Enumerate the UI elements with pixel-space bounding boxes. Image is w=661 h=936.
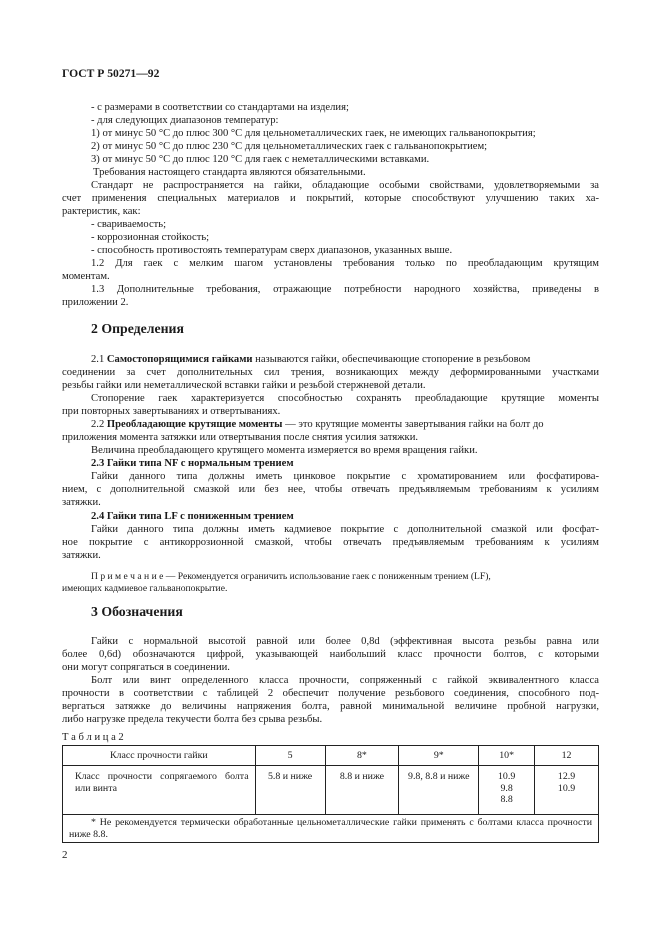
text-line: 2) от минус 50 °С до плюс 230 °С для цельнометаллических гаек с гальванопокрытием; <box>91 141 488 152</box>
table-cell: 5.8 и ниже <box>255 766 325 815</box>
text-line: прочности в соответствии с таблицей 2 обеспечит получение резьбового соединения, способного под- <box>62 688 599 699</box>
text-line: 1.2 Для гаек с мелким шагом установлены требования только по преобладающим крутящим <box>91 258 599 269</box>
text-line: при повторных завертываниях и отвертываниях. <box>62 406 281 417</box>
table-header-cell: 5 <box>255 746 325 766</box>
text-line: Требования настоящего стандарта являются обязательными. <box>93 167 366 178</box>
text-line: затяжки. <box>62 550 101 561</box>
strength-class-table <box>62 745 599 843</box>
text-line: они могут сопрягаться в соединении. <box>62 662 230 673</box>
text-line: Величина преобладающего крутящего момента измеряется во время вращения гайки. <box>91 445 478 456</box>
table-cell: 8.8 и ниже <box>325 766 399 815</box>
table-header-cell: 9* <box>399 746 479 766</box>
subsection-title: 2.3 Гайки типа NF с нормальным трением <box>91 458 294 469</box>
text-line: затяжки. <box>62 497 101 508</box>
text-line: ное покрытие с антикоррозионной смазкой, чтобы отвечать предъявляемым требованиям к усилиям <box>62 537 599 548</box>
document-header: ГОСТ Р 50271—92 <box>62 67 160 80</box>
text-line: приложении 2. <box>62 297 129 308</box>
defined-term: Преобладающие крутящие моменты <box>106 419 283 430</box>
table-row-label: Класс прочности сопрягаемого болта или винта <box>63 766 256 815</box>
text-line: - с размерами в соответствии со стандартами на изделия; <box>91 102 349 113</box>
note-label: П р и м е ч а н и е — <box>91 571 176 582</box>
text-line: 3) от минус 50 °С до плюс 120 °С для гаек с неметаллическими вставками. <box>91 154 430 165</box>
table-cell: 12.9 10.9 <box>535 766 599 815</box>
text-line: Стопорение гаек характеризуется способностью сохранять преобладающие крутящие моменты <box>91 393 599 404</box>
text-line: Болт или винт определенного класса прочности, сопряженный с гайкой эквивалентного класса <box>91 675 599 686</box>
clause-number: 2.2 <box>91 419 107 430</box>
table-footnote-row <box>63 815 599 843</box>
text-line: Гайки данного типа должны иметь цинковое покрытие с хроматированием или фосфатирова- <box>91 471 599 482</box>
table-row <box>63 766 599 815</box>
text-line: Гайки с нормальной высотой равной или более 0,8d (эффективная высота резьбы равна или <box>91 636 599 647</box>
text-line: счет применения специальных материалов и покрытий, которые способствуют улучшению таких ха- <box>62 193 599 204</box>
definition-text: называются гайки, обеспечивающие стопорение в резьбовом <box>252 354 531 365</box>
list-item: - свариваемость; <box>91 219 167 230</box>
table-footnote: * Не рекомендуется термически обработанные цельнометаллические гайки применять с болтами класса прочности ниже 8.8. <box>63 815 599 843</box>
subsection-title: 2.4 Гайки типа LF с пониженным трением <box>91 511 294 522</box>
text-line: резьбы гайки или неметаллической вставки гайки и резьбой стержневой детали. <box>62 380 426 391</box>
list-item: - способность противостоять температурам сверх диапазонов, указанных выше. <box>91 245 453 256</box>
text-line: 1.3 Дополнительные требования, отражающие потребности народного хозяйства, приведены в <box>91 284 599 295</box>
section-title: 2 Определения <box>91 321 184 336</box>
clause-number: 2.1 <box>91 354 107 365</box>
text-line: нием, с дополнительной смазкой или без нее, чтобы отвечать предъявляемым требованиям к усилиям <box>62 484 599 495</box>
text-line: Стандарт не распространяется на гайки, обладающие особыми свойствами, удовлетворяемыми за <box>91 180 599 191</box>
table-cell: 9.8, 8.8 и ниже <box>399 766 479 815</box>
definition-text: — это крутящие моменты завертывания гайки на болт до <box>282 419 544 430</box>
table-cell: 10.9 9.8 8.8 <box>479 766 535 815</box>
table-header-cell: Класс прочности гайки <box>63 746 256 766</box>
page-number: 2 <box>62 849 68 861</box>
text-line: соединении за счет дополнительных сил трения, возникающих между деформированными участками <box>62 367 599 378</box>
table-header-cell: 8* <box>325 746 399 766</box>
text-line: более 0,6d) обозначаются цифрой, указывающей наибольший класс прочности болтов, с которыми <box>62 649 599 660</box>
note-text: Рекомендуется ограничить использование гаек с пониженным трением (LF), <box>175 571 491 582</box>
table-header-row <box>63 746 599 766</box>
definition-line <box>91 418 599 431</box>
table-header-cell: 12 <box>535 746 599 766</box>
text-line: либо нагрузке предела текучести болта без срыва резьбы. <box>62 714 323 725</box>
text-line: Гайки данного типа должны иметь кадмиевое покрытие с дополнительной смазкой или фосфат- <box>91 524 599 535</box>
text-line: рактеристик, как: <box>62 206 141 217</box>
text-line: приложения момента затяжки или отвертывания после снятия усилия затяжки. <box>62 432 419 443</box>
text-line: - для следующих диапазонов температур: <box>91 115 279 126</box>
note-line: имеющих кадмиевое гальванопокрытие. <box>62 583 228 594</box>
definition-line <box>91 353 599 366</box>
text-line: вергаться затяжке до величины напряжения болта, равной минимальной величине пробной нагрузки, <box>62 701 599 712</box>
text-line: 1) от минус 50 °С до плюс 300 °С для цельнометаллических гаек, не имеющих гальванопокрытия; <box>91 128 536 139</box>
table-caption: Т а б л и ц а 2 <box>62 732 124 743</box>
table-header-cell: 10* <box>479 746 535 766</box>
defined-term: Самостопорящимися гайками <box>106 354 253 365</box>
list-item: - коррозионная стойкость; <box>91 232 210 243</box>
text-line: моментам. <box>62 271 110 282</box>
section-title: 3 Обозначения <box>91 604 183 619</box>
